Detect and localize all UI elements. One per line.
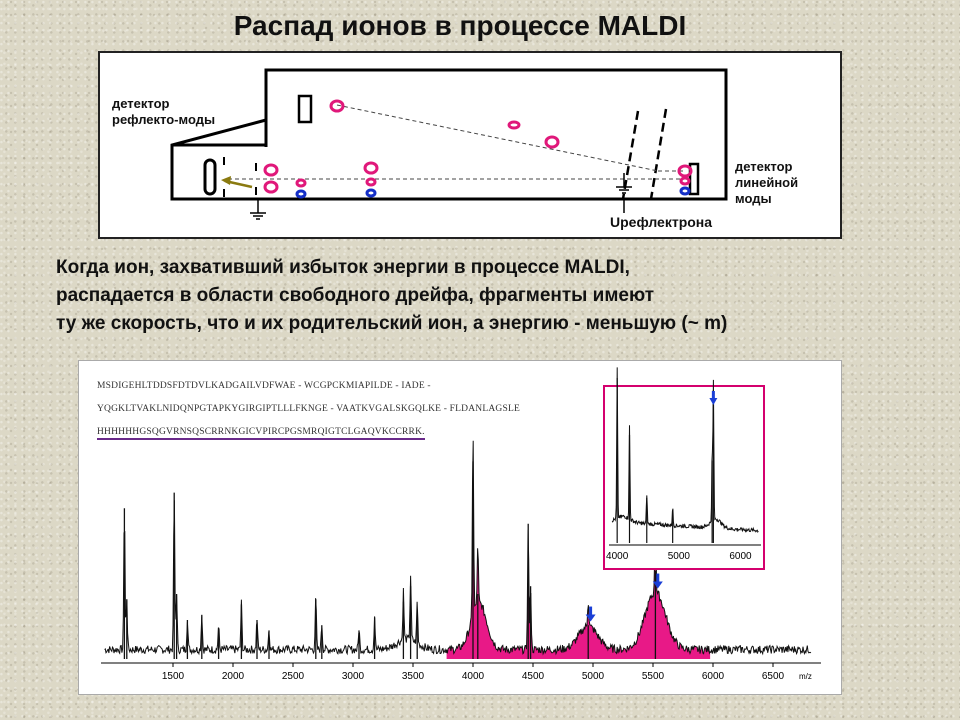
ground-symbols: [250, 173, 632, 219]
x-unit-label: m/z: [799, 672, 812, 681]
inset-tick-label-0: 4000: [606, 551, 629, 562]
inset-tick-label-2: 6000: [729, 551, 752, 562]
description-line-2: распадается в области свободного дрейфа, фрагменты имеют: [56, 285, 655, 306]
x-tick-label-1: 2000: [221, 671, 245, 682]
x-tick-label-4: 3500: [401, 671, 425, 682]
x-tick-label-3: 3000: [341, 671, 365, 682]
inset-frame: [604, 386, 764, 569]
inset-ticks: [606, 551, 752, 562]
sequence-line-3: HHHHHHGSQGVRNSQSCRRNKGICVPIRCPGSMRQIGTCLGAQVKCCRRK.: [97, 427, 425, 440]
detector-linear-line3: моды: [735, 191, 772, 206]
ion-source: [205, 157, 256, 197]
mass-spectrum-panel: [78, 360, 842, 695]
reflectron-detector: [299, 96, 311, 122]
x-tick-label-7: 5000: [581, 671, 605, 682]
x-tick-label-10: 6500: [761, 671, 785, 682]
detector-reflectron-line2: рефлекто-моды: [112, 112, 216, 127]
x-tick-label-9: 6000: [701, 671, 725, 682]
sequence-line-2: YQGKLTVAKLNIDQNPGTAPKYGIRGIPTLLLFKNGE - VAATKVGALSKGQLKE - FLDANLAGSLE: [97, 404, 520, 414]
u-reflectron-label: Uрефлектрона: [610, 214, 713, 230]
tof-diagram-svg: [100, 53, 840, 237]
x-tick-label-8: 5500: [641, 671, 665, 682]
description-line-3: ту же скорость, что и их родительский ион, а энергию - меньшую (~ m): [56, 313, 728, 334]
inset-tick-label-1: 5000: [667, 551, 690, 562]
tof-reflectron-diagram: [98, 51, 842, 239]
detector-reflectron-line1: детектор: [112, 96, 170, 111]
detector-linear-line1: детектор: [735, 159, 793, 174]
ion-paths: [228, 105, 685, 179]
x-tick-label-6: 4500: [521, 671, 545, 682]
slide-title: Распад ионов в процессе MALDI: [233, 10, 687, 41]
ions: [265, 101, 691, 197]
drift-tube-outline: [172, 70, 726, 199]
x-tick-label-5: 4000: [461, 671, 485, 682]
inset: [604, 367, 764, 569]
spectrum-chart: [79, 361, 841, 694]
x-tick-label-2: 2500: [281, 671, 305, 682]
reflectron-grid: [623, 109, 666, 199]
description-line-1: Когда ион, захвативший избыток энергии в процессе MALDI,: [56, 257, 630, 278]
detector-linear-line2: линейной: [735, 175, 799, 190]
x-ticks: [162, 663, 785, 682]
x-tick-label-0: 1500: [161, 671, 185, 682]
sequence-line-1: MSDIGEHLTDDSFDTDVLKADGAILVDFWAE - WCGPCKMIAPILDE - IADE -: [97, 381, 431, 391]
description: [56, 254, 936, 338]
